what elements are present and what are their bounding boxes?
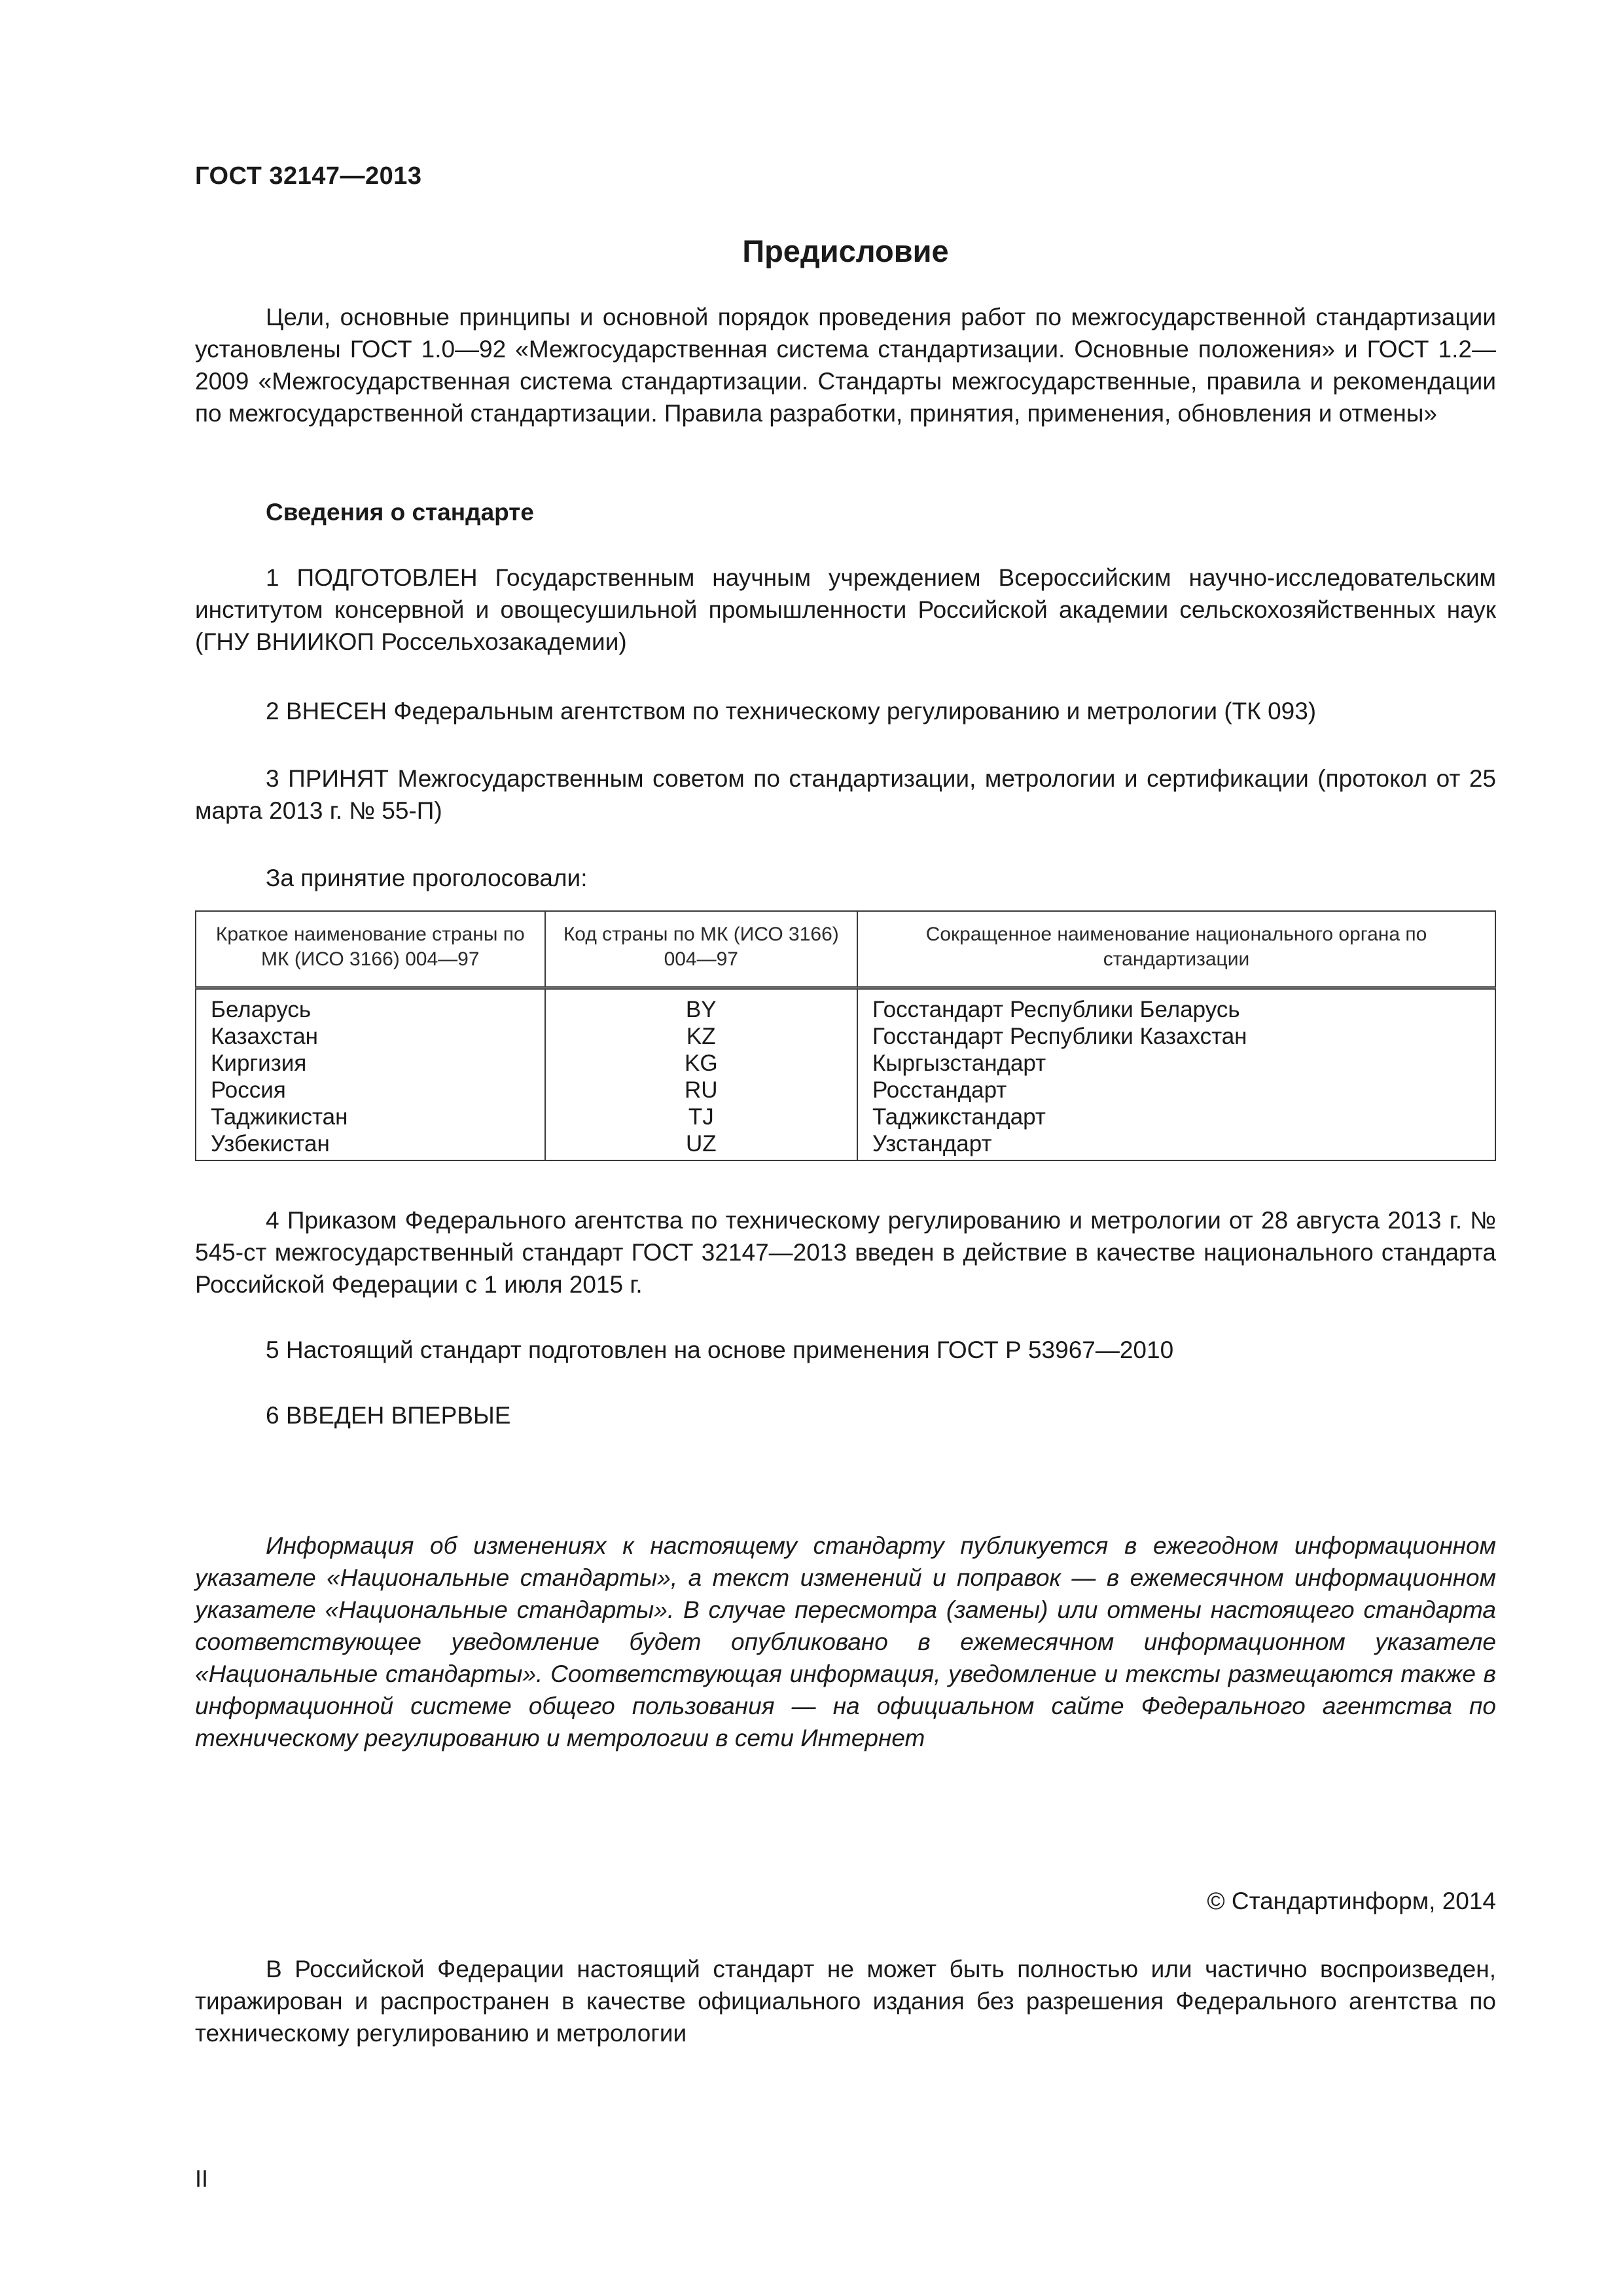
header-country-code: Код страны по МК (ИСО 3166) 004—97 bbox=[545, 911, 857, 988]
table-row bbox=[196, 1130, 1495, 1160]
table-header-row bbox=[196, 911, 1495, 988]
national-body-cell: Кыргызстандарт bbox=[857, 1050, 1495, 1077]
country-code-cell: TJ bbox=[545, 1103, 857, 1130]
header-national-body: Сокращенное наименование национального органа по стандартизации bbox=[857, 911, 1495, 988]
vote-intro: За принятие проголосовали: bbox=[266, 865, 588, 891]
table-row bbox=[196, 988, 1495, 1024]
item-3-paragraph: 3 ПРИНЯТ Межгосударственным советом по стандартизации, метрологии и сертификации (протокол от 25 марта 2013 г. № 55-П) bbox=[195, 765, 1496, 824]
country-name-cell: Беларусь bbox=[196, 988, 545, 1024]
national-body-cell: Госстандарт Республики Казахстан bbox=[857, 1023, 1495, 1050]
item-4-paragraph: 4 Приказом Федерального агентства по техническому регулированию и метрологии от 28 августа 2013 г. № 545-ст межгосударственный стандарт ГОСТ 32147—2013 введен в действие в качестве национального стандарта Российской Федерации с 1 июля 2015 г. bbox=[195, 1207, 1496, 1298]
national-body-cell: Госстандарт Республики Беларусь bbox=[857, 988, 1495, 1024]
item-2-paragraph: 2 ВНЕСЕН Федеральным агентством по техническому регулированию и метрологии (ТК 093) bbox=[266, 698, 1317, 725]
country-name-cell: Узбекистан bbox=[196, 1130, 545, 1160]
country-code-cell: KZ bbox=[545, 1023, 857, 1050]
standard-code: ГОСТ 32147—2013 bbox=[195, 162, 422, 190]
item-1-paragraph: 1 ПОДГОТОВЛЕН Государственным научным учреждением Всероссийским научно-исследовательским институтом консервной и овощесушильной промышленности Российской академии сельскохозяйственных наук (ГНУ ВНИИКОП Россельхозакадемии) bbox=[195, 564, 1496, 655]
copyright-notice: © Стандартинформ, 2014 bbox=[1207, 1888, 1496, 1914]
table-row bbox=[196, 1103, 1495, 1130]
country-code-cell: BY bbox=[545, 988, 857, 1024]
page-number: II bbox=[195, 2165, 209, 2192]
country-code-cell: UZ bbox=[545, 1130, 857, 1160]
item-6-paragraph: 6 ВВЕДЕН ВПЕРВЫЕ bbox=[266, 1402, 511, 1429]
country-name-cell: Казахстан bbox=[196, 1023, 545, 1050]
changes-notice: Информация об изменениях к настоящему стандарту публикуется в ежегодном информационном указателе «Национальные стандарты», а текст изменений и поправок — в ежемесячном информационном указателе «Национальные стандарты». В случае пересмотра (замены) или отмены настоящего стандарта соответствующее уведомление будет опубликовано в ежемесячном информационном указателе «Национальные стандарты». Соответствующая информация, уведомление и тексты размещаются также в информационной системе общего пользования — на официальном сайте Федерального агентства по техническому регулированию и метрологии в сети Интернет bbox=[195, 1532, 1496, 1751]
intro-paragraph: Цели, основные принципы и основной порядок проведения работ по межгосударственной стандартизации установлены ГОСТ 1.0—92 «Межгосударственная система стандартизации. Основные положения» и ГОСТ 1.2—2009 «Межгосударственная система стандартизации. Стандарты межгосударственные, правила и рекомендации по межгосударственной стандартизации. Правила разработки, принятия, применения, обновления и отмены» bbox=[195, 304, 1496, 427]
country-code-cell: KG bbox=[545, 1050, 857, 1077]
table-row bbox=[196, 1077, 1495, 1103]
table-row bbox=[196, 1050, 1495, 1077]
item-5-paragraph: 5 Настоящий стандарт подготовлен на основе применения ГОСТ Р 53967—2010 bbox=[266, 1336, 1174, 1363]
national-body-cell: Таджикстандарт bbox=[857, 1103, 1495, 1130]
national-body-cell: Росстандарт bbox=[857, 1077, 1495, 1103]
country-name-cell: Киргизия bbox=[196, 1050, 545, 1077]
info-heading: Сведения о стандарте bbox=[266, 499, 534, 526]
national-body-cell: Узстандарт bbox=[857, 1130, 1495, 1160]
country-name-cell: Таджикистан bbox=[196, 1103, 545, 1130]
page-title: Предисловие bbox=[742, 234, 949, 268]
country-code-cell: RU bbox=[545, 1077, 857, 1103]
reproduction-notice: В Российской Федерации настоящий стандарт не может быть полностью или частично воспроизведен, тиражирован и распространен в качестве официального издания без разрешения Федерального агентства по техническому регулированию и метрологии bbox=[195, 1956, 1496, 2047]
table-row bbox=[196, 1023, 1495, 1050]
header-country-name: Краткое наименование страны по МК (ИСО 3166) 004—97 bbox=[196, 911, 545, 988]
voting-countries-table bbox=[195, 910, 1496, 1161]
country-name-cell: Россия bbox=[196, 1077, 545, 1103]
